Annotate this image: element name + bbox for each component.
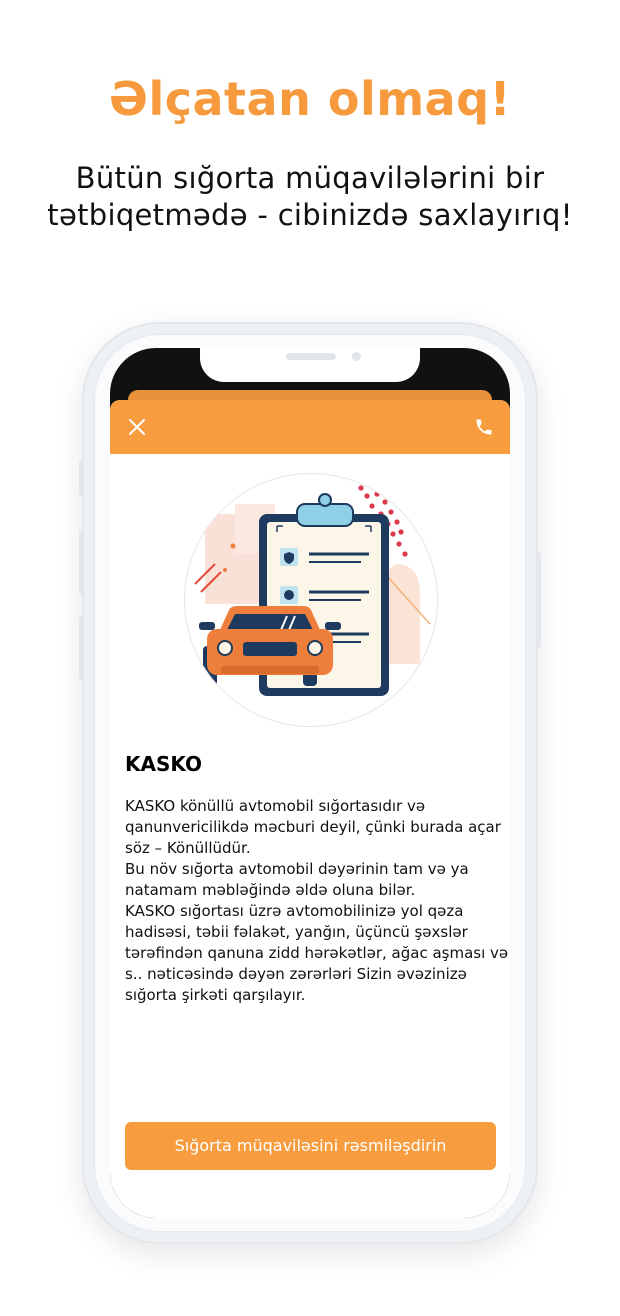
product-description <box>125 796 509 1006</box>
description-line: hadisəsi, təbii fəlakət, yanğın, üçüncü şəxslər <box>125 923 468 941</box>
description-line: KASKO sığortası üzrə avtomobilinizə yol qəza <box>125 902 464 920</box>
product-title: KASKO <box>125 752 202 776</box>
front-camera <box>352 352 361 361</box>
description-line: söz – Könüllüdür. <box>125 839 251 857</box>
description-line: KASKO könüllü avtomobil sığortasıdır və <box>125 797 426 815</box>
kasko-illustration <box>184 473 438 727</box>
close-button[interactable] <box>126 416 148 438</box>
promo-subline <box>0 160 620 234</box>
side-button-volume-up <box>79 530 83 594</box>
description-line: tərəfindən qanuna zidd hərəkətlər, ağac aşması və <box>125 944 509 962</box>
promo-headline: Əlçatan olmaq! <box>108 72 512 126</box>
phone-screen <box>110 348 510 1218</box>
speaker-grille <box>286 353 336 360</box>
side-button-volume-down <box>79 616 83 680</box>
side-button-power <box>537 552 541 648</box>
side-button-mute <box>79 460 83 496</box>
sheet-header <box>110 400 510 454</box>
description-line: sığorta şirkəti qarşılayır. <box>125 986 306 1004</box>
description-line: Bu növ sığorta avtomobil dəyərinin tam və ya <box>125 860 469 878</box>
issue-contract-button[interactable]: Sığorta müqaviləsini rəsmiləşdirin <box>125 1122 496 1170</box>
call-button[interactable] <box>474 416 494 438</box>
home-indicator <box>240 1196 380 1201</box>
promo-subline-line2: tətbiqetmədə - cibinizdə saxlayırıq! <box>47 198 573 232</box>
product-sheet <box>110 400 510 1218</box>
description-line: qanunvericilikdə məcburi deyil, çünki burada açar <box>125 818 501 836</box>
phone-icon <box>474 416 494 438</box>
description-line: natamam məbləğində əldə oluna bilər. <box>125 881 416 899</box>
close-icon <box>126 416 148 438</box>
description-line: s.. nəticəsində dəyən zərərləri Sizin əvəzinizə <box>125 965 467 983</box>
promo-subline-line1: Bütün sığorta müqavilələrini bir <box>75 161 545 195</box>
